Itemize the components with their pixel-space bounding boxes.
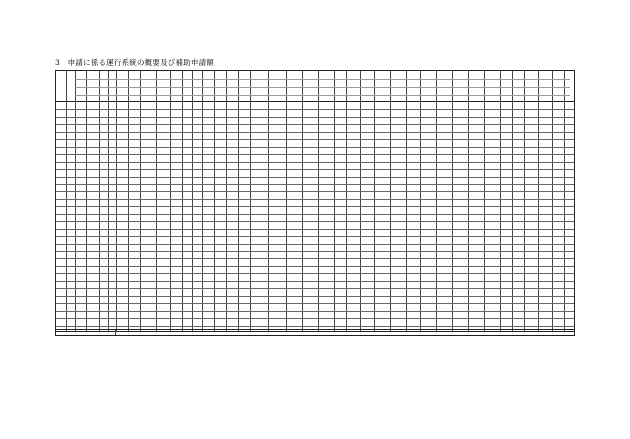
body-column-rule bbox=[318, 102, 319, 332]
footnote-item bbox=[55, 361, 575, 367]
body-column-rule bbox=[170, 102, 171, 332]
body-column-rule bbox=[108, 102, 109, 332]
body-column-rule bbox=[512, 102, 513, 332]
body-column-rule bbox=[214, 102, 215, 332]
table-row bbox=[56, 229, 574, 230]
footnote-item bbox=[55, 377, 575, 383]
body-column-rule bbox=[250, 102, 251, 332]
table-row bbox=[56, 244, 574, 245]
table-row bbox=[56, 318, 574, 319]
body-column-rule bbox=[238, 102, 239, 332]
table-row bbox=[56, 214, 574, 215]
table-row bbox=[56, 154, 574, 155]
table-row bbox=[56, 124, 574, 125]
footnote-item bbox=[55, 416, 575, 422]
body-column-rule bbox=[334, 102, 335, 332]
footnote-item bbox=[55, 385, 575, 391]
body-column-rule bbox=[302, 102, 303, 332]
body-column-rule bbox=[192, 102, 193, 332]
header-column-rule bbox=[66, 71, 67, 102]
body-column-rule bbox=[564, 102, 565, 332]
body-column-rule bbox=[268, 102, 269, 332]
header-row-rule bbox=[75, 87, 570, 88]
table-row bbox=[56, 311, 574, 312]
page-title: 3 申請に係る運行系統の概要及び補助申請額 bbox=[55, 58, 214, 67]
body-column-rule bbox=[182, 102, 183, 332]
table-row bbox=[56, 147, 574, 148]
table-row bbox=[56, 184, 574, 185]
body-column-rule bbox=[75, 102, 76, 332]
table-row bbox=[56, 258, 574, 259]
table-row bbox=[56, 206, 574, 207]
table-row bbox=[56, 117, 574, 118]
footnotes bbox=[55, 338, 575, 432]
table-row bbox=[56, 281, 574, 282]
body-column-rule bbox=[116, 102, 117, 332]
footnote-item bbox=[55, 354, 575, 360]
body-column-rule bbox=[156, 102, 157, 332]
table-row bbox=[56, 303, 574, 304]
table-row bbox=[56, 296, 574, 297]
body-column-rule bbox=[484, 102, 485, 332]
body-column-rule bbox=[390, 102, 391, 332]
table-total-row bbox=[55, 329, 575, 336]
body-column-rule bbox=[346, 102, 347, 332]
table-row bbox=[56, 266, 574, 267]
footnote-item bbox=[55, 400, 575, 406]
body-column-rule bbox=[128, 102, 129, 332]
table-row bbox=[56, 162, 574, 163]
footnote-item bbox=[55, 369, 575, 375]
table-row bbox=[56, 191, 574, 192]
footnote-heading bbox=[55, 338, 575, 344]
table-body bbox=[56, 102, 574, 332]
table-row bbox=[56, 109, 574, 110]
body-column-rule bbox=[66, 102, 67, 332]
table-row bbox=[56, 236, 574, 237]
body-column-rule bbox=[374, 102, 375, 332]
body-column-rule bbox=[420, 102, 421, 332]
body-column-rule bbox=[452, 102, 453, 332]
table-row bbox=[56, 326, 574, 327]
body-column-rule bbox=[86, 102, 87, 332]
body-column-rule bbox=[406, 102, 407, 332]
body-column-rule bbox=[226, 102, 227, 332]
body-column-rule bbox=[468, 102, 469, 332]
table-header bbox=[56, 71, 574, 102]
table-row bbox=[56, 288, 574, 289]
table-row bbox=[56, 169, 574, 170]
table-row bbox=[56, 132, 574, 133]
header-row-rule bbox=[75, 95, 570, 96]
body-column-rule bbox=[524, 102, 525, 332]
table-row bbox=[56, 251, 574, 252]
table-row bbox=[56, 139, 574, 140]
subsidy-application-table bbox=[55, 70, 575, 332]
table-row bbox=[56, 221, 574, 222]
body-column-rule bbox=[202, 102, 203, 332]
footnote-item bbox=[55, 346, 575, 352]
total-label-cell bbox=[56, 330, 116, 335]
table-row bbox=[56, 273, 574, 274]
footnote-item bbox=[55, 408, 575, 414]
body-column-rule bbox=[360, 102, 361, 332]
footnote-item bbox=[55, 393, 575, 399]
body-column-rule bbox=[99, 102, 100, 332]
body-column-rule bbox=[286, 102, 287, 332]
body-column-rule bbox=[436, 102, 437, 332]
body-column-rule bbox=[500, 102, 501, 332]
body-column-rule bbox=[552, 102, 553, 332]
body-column-rule bbox=[140, 102, 141, 332]
body-column-rule bbox=[538, 102, 539, 332]
table-row bbox=[56, 199, 574, 200]
table-row bbox=[56, 177, 574, 178]
footnote-item bbox=[55, 424, 575, 430]
header-row-rule bbox=[75, 79, 570, 80]
